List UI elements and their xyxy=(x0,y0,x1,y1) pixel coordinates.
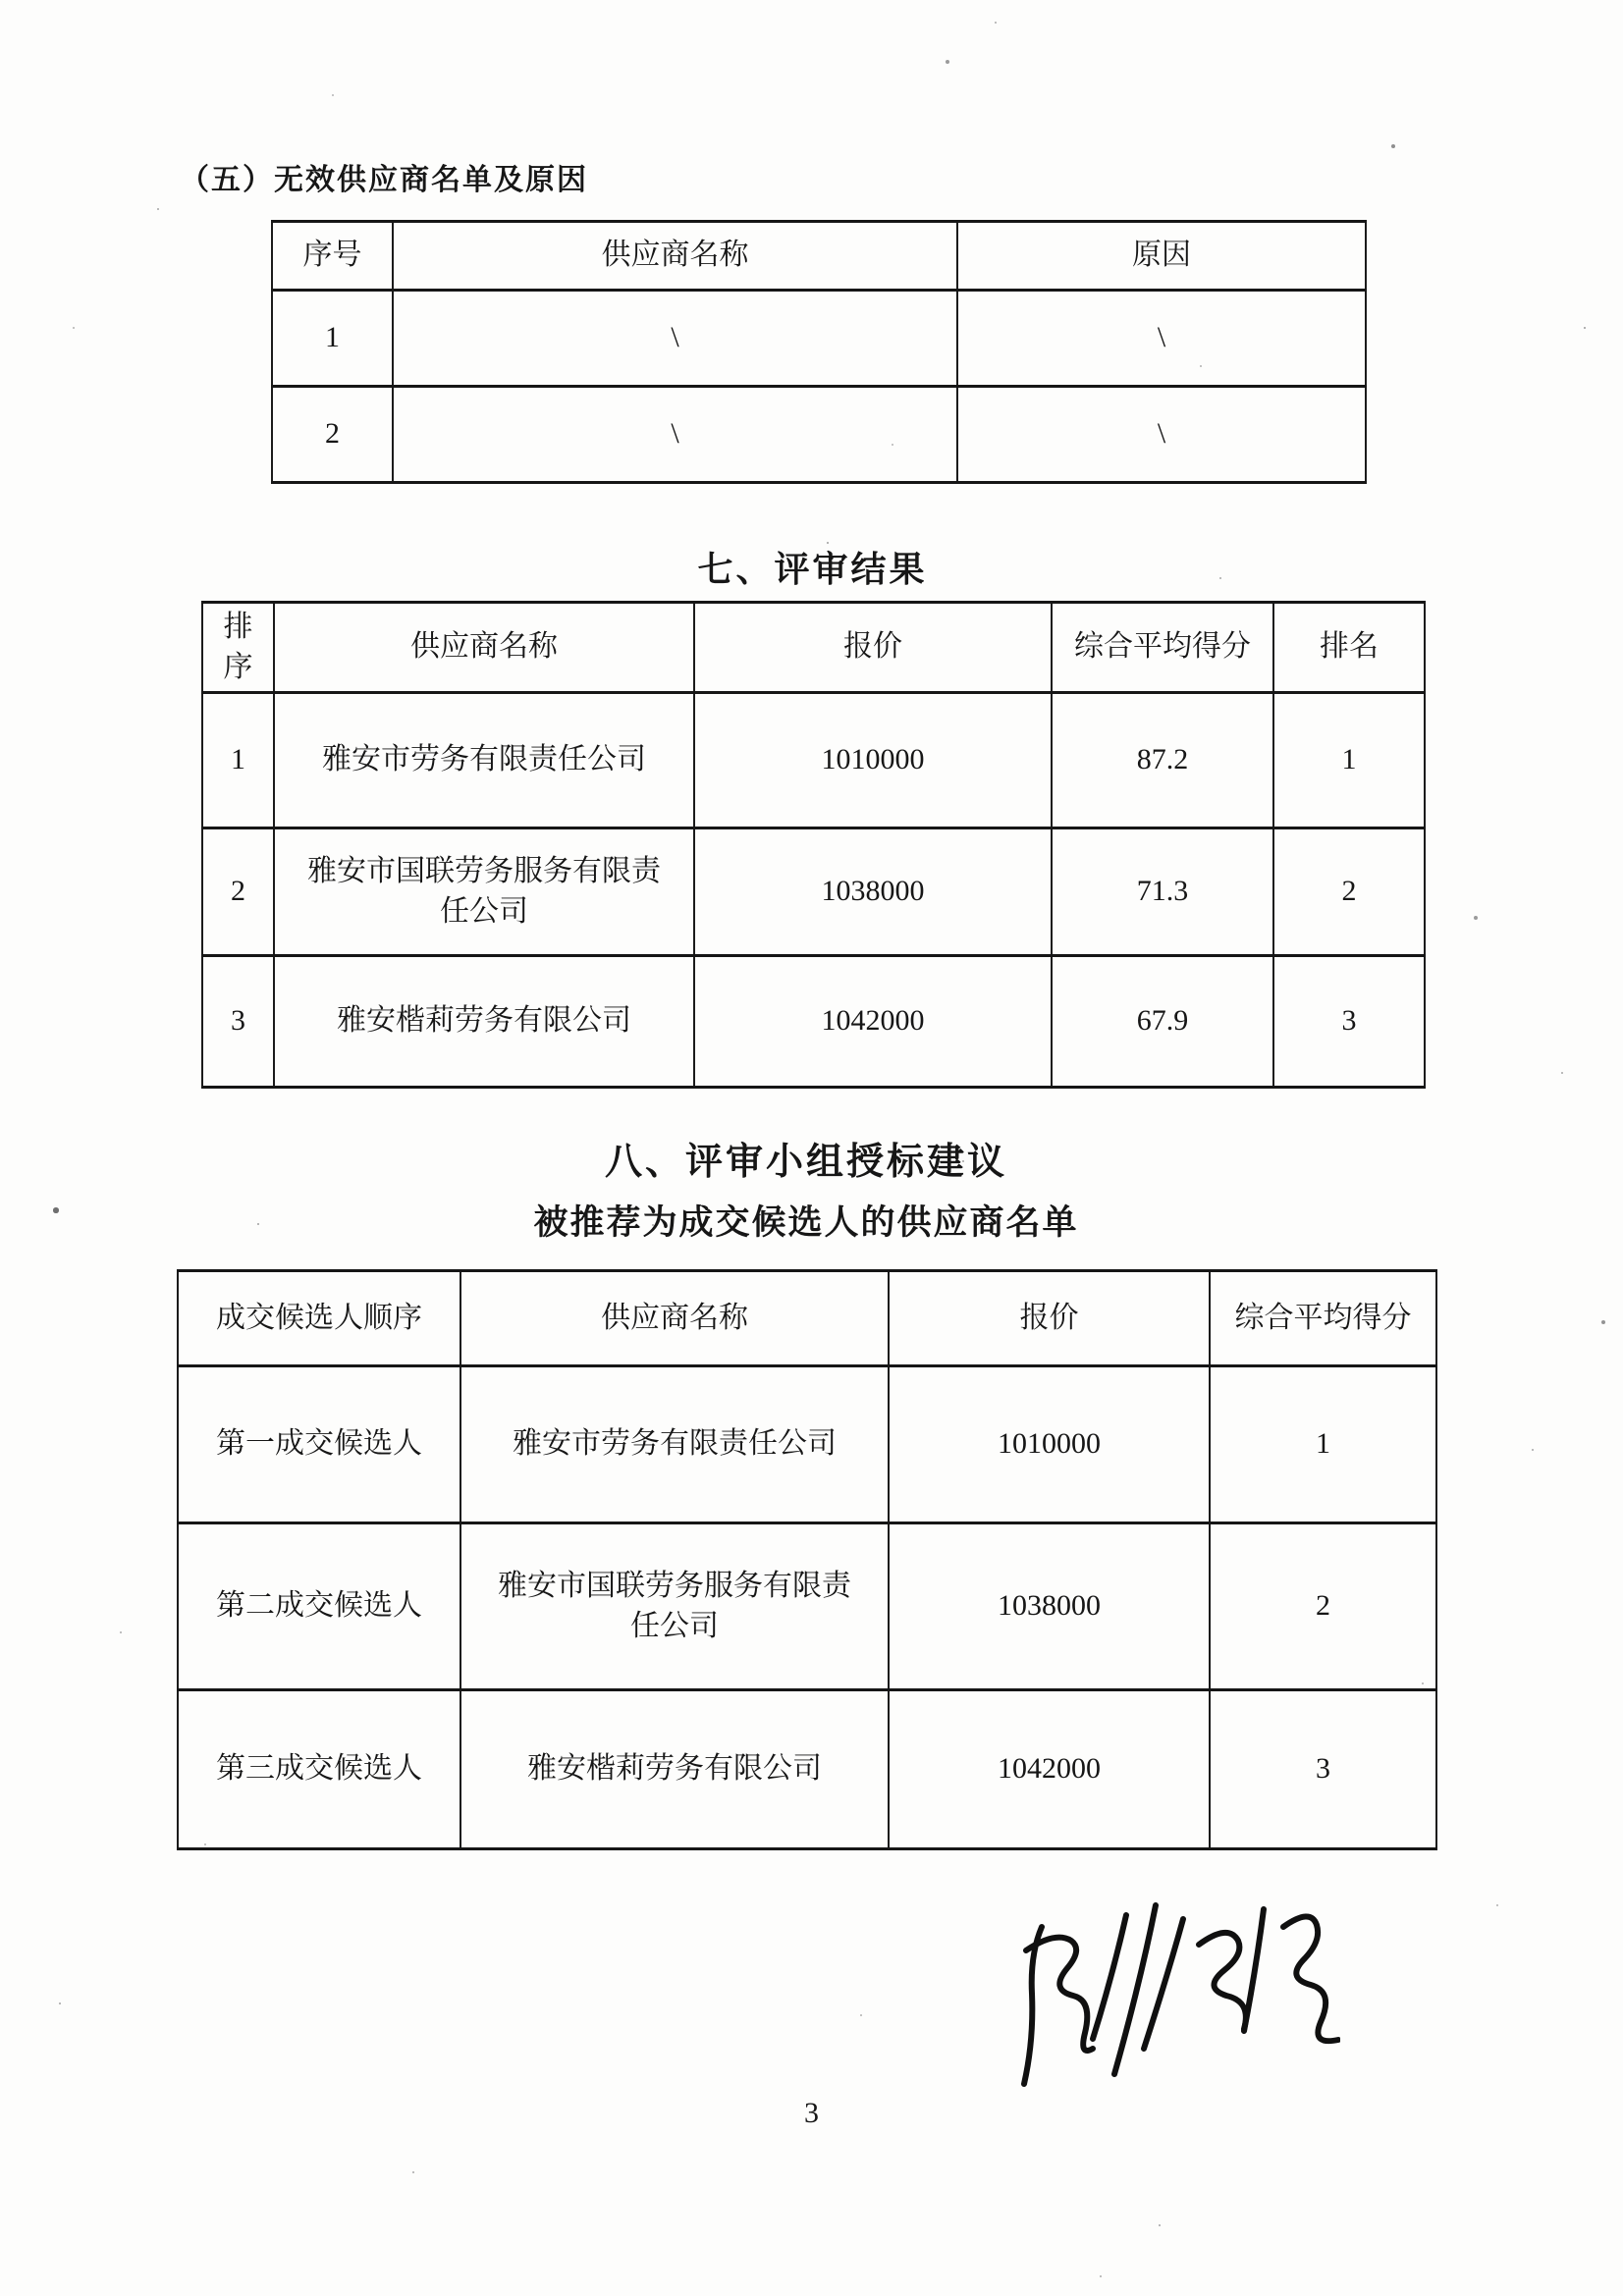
award-candidates-table xyxy=(177,1269,1437,1850)
supplier-cell: \ xyxy=(393,291,957,387)
invalid-suppliers-table xyxy=(271,220,1367,484)
table-row xyxy=(178,1366,1436,1523)
reason-cell: \ xyxy=(957,387,1366,483)
table-header-row xyxy=(178,1271,1436,1366)
header-cell-price: 报价 xyxy=(889,1271,1210,1366)
header-cell-candidate-order: 成交候选人顺序 xyxy=(178,1271,460,1366)
supplier-cell: 雅安市劳务有限责任公司 xyxy=(460,1366,889,1523)
price-cell: 1042000 xyxy=(889,1690,1210,1849)
section8-title: 八、评审小组授标建议 xyxy=(604,1142,1007,1183)
table-row xyxy=(202,956,1425,1088)
score-cell: 1 xyxy=(1210,1366,1436,1523)
score-cell: 87.2 xyxy=(1052,693,1273,828)
supplier-cell: 雅安楷莉劳务有限公司 xyxy=(274,956,694,1088)
header-cell-rank: 排名 xyxy=(1273,603,1425,693)
price-cell: 1010000 xyxy=(694,693,1052,828)
header-cell-supplier: 供应商名称 xyxy=(393,222,957,291)
section7-title: 七、评审结果 xyxy=(697,550,928,589)
header-cell-price: 报价 xyxy=(694,603,1052,693)
price-cell: 1038000 xyxy=(889,1523,1210,1690)
scan-noise xyxy=(0,0,2,2)
table-row xyxy=(272,291,1366,387)
reason-cell: \ xyxy=(957,291,1366,387)
rank-cell: 1 xyxy=(1273,693,1425,828)
supplier-cell: 雅安市国联劳务服务有限责任公司 xyxy=(460,1523,889,1690)
header-cell-no: 序号 xyxy=(272,222,393,291)
table-row xyxy=(202,693,1425,828)
section5-heading: （五）无效供应商名单及原因 xyxy=(180,164,588,196)
no-cell: 2 xyxy=(272,387,393,483)
no-cell: 1 xyxy=(272,291,393,387)
supplier-cell: \ xyxy=(393,387,957,483)
header-cell-supplier: 供应商名称 xyxy=(460,1271,889,1366)
rank-cell: 3 xyxy=(1273,956,1425,1088)
table-row xyxy=(202,828,1425,956)
candidate-order-cell: 第一成交候选人 xyxy=(178,1366,460,1523)
supplier-cell: 雅安市国联劳务服务有限责任公司 xyxy=(274,828,694,956)
candidate-order-cell: 第三成交候选人 xyxy=(178,1690,460,1849)
score-cell: 2 xyxy=(1210,1523,1436,1690)
table-header-row xyxy=(202,603,1425,693)
table-row xyxy=(178,1690,1436,1849)
page-number: 3 xyxy=(804,2097,819,2129)
price-cell: 1038000 xyxy=(694,828,1052,956)
header-cell-score: 综合平均得分 xyxy=(1210,1271,1436,1366)
price-cell: 1042000 xyxy=(694,956,1052,1088)
evaluation-results-table xyxy=(201,601,1426,1089)
section8-subtitle: 被推荐为成交候选人的供应商名单 xyxy=(533,1203,1079,1242)
rank-cell: 2 xyxy=(1273,828,1425,956)
candidate-order-cell: 第二成交候选人 xyxy=(178,1523,460,1690)
supplier-cell: 雅安楷莉劳务有限公司 xyxy=(460,1690,889,1849)
score-cell: 3 xyxy=(1210,1690,1436,1849)
order-cell: 3 xyxy=(202,956,274,1088)
handwritten-signature xyxy=(997,1890,1340,2125)
header-cell-order: 排序 xyxy=(202,603,274,693)
table-row xyxy=(178,1523,1436,1690)
header-cell-supplier: 供应商名称 xyxy=(274,603,694,693)
header-cell-reason: 原因 xyxy=(957,222,1366,291)
table-row xyxy=(272,387,1366,483)
score-cell: 71.3 xyxy=(1052,828,1273,956)
header-cell-score: 综合平均得分 xyxy=(1052,603,1273,693)
table-header-row xyxy=(272,222,1366,291)
price-cell: 1010000 xyxy=(889,1366,1210,1523)
supplier-cell: 雅安市劳务有限责任公司 xyxy=(274,693,694,828)
score-cell: 67.9 xyxy=(1052,956,1273,1088)
order-cell: 2 xyxy=(202,828,274,956)
order-cell: 1 xyxy=(202,693,274,828)
